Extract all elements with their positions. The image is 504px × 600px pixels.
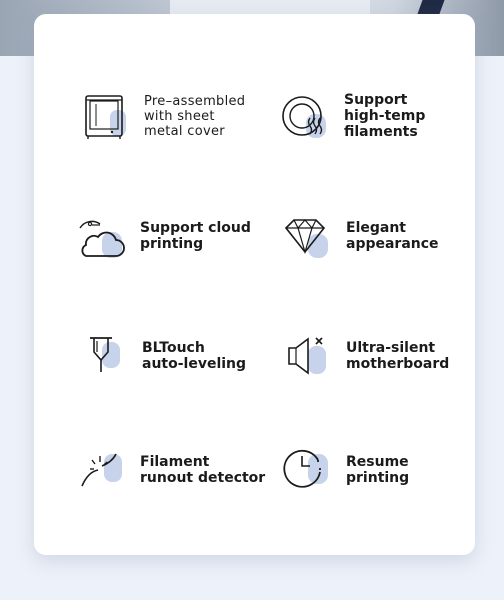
feature-label: Resume printing	[346, 454, 410, 486]
feature-bltouch	[80, 336, 290, 396]
feature-filament-runout	[80, 452, 300, 512]
feature-ultra-silent	[286, 336, 476, 396]
feature-label: Ultra-silent motherboard	[346, 340, 450, 372]
probe-icon	[80, 336, 140, 396]
feature-label: Filament runout detector	[140, 454, 266, 486]
high-temp-icon	[282, 92, 342, 152]
clock-icon	[284, 446, 344, 506]
enclosure-icon	[82, 92, 142, 152]
feature-diamond	[284, 218, 474, 278]
feature-resume	[284, 446, 474, 506]
features-card	[34, 14, 475, 555]
feature-label: BLTouch auto-leveling	[142, 340, 247, 372]
feature-high-temp	[282, 92, 472, 152]
feature-label: Support high-temp filaments	[344, 92, 426, 140]
feature-label: Support cloud printing	[140, 220, 251, 252]
cloud-icon	[76, 218, 136, 278]
diamond-icon	[284, 218, 344, 278]
feature-label: Pre–assembled with sheet metal cover	[144, 94, 246, 139]
feature-enclosure	[82, 92, 282, 152]
mute-speaker-icon	[286, 336, 346, 396]
feature-label: Elegant appearance	[346, 220, 439, 252]
feature-cloud	[76, 218, 286, 278]
banner-accent	[417, 0, 444, 14]
filament-runout-icon	[80, 452, 140, 512]
